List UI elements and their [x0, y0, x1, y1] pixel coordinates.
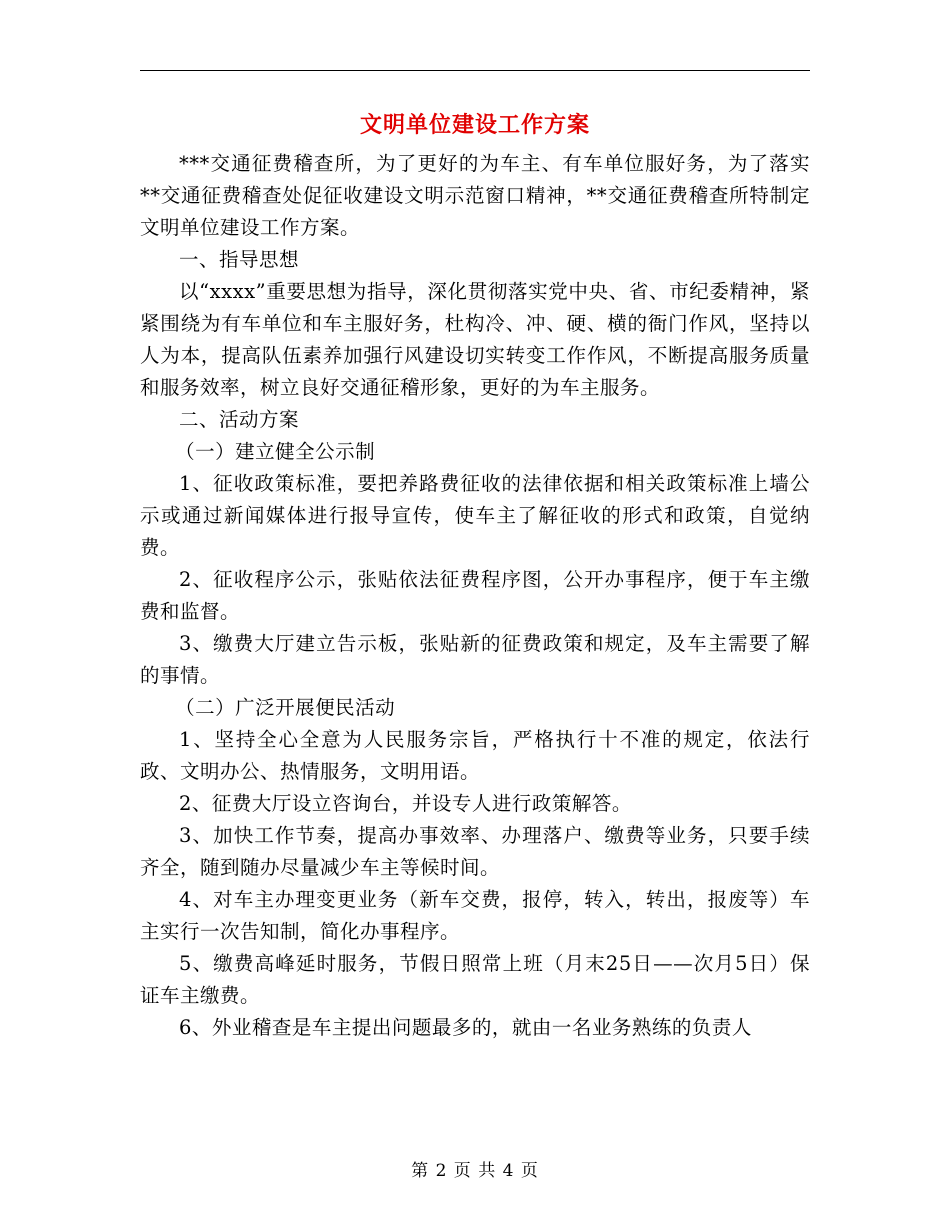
- header-rule: [140, 70, 810, 71]
- document-title: 文明单位建设工作方案: [359, 112, 590, 138]
- intro-paragraph: ***交通征费稽查所，为了更好的为车主、有车单位服好务，为了落实**交通征费稽查处促征收建设文明示范窗口精神，**交通征费稽查所特制定文明单位建设工作方案。: [140, 152, 810, 239]
- publicity-item-2: 2、征收程序公示，张贴依法征费程序图，公开办事程序，便于车主缴费和监督。: [140, 568, 810, 623]
- publicity-item-1: 1、征收政策标准，要把养路费征收的法律依据和相关政策标准上墙公示或通过新闻媒体进行报导宣传，使车主了解征收的形式和政策，自觉纳费。: [140, 472, 810, 559]
- section-heading-guiding-thought: 一、指导思想: [179, 248, 300, 271]
- convenience-item-6: 6、外业稽查是车主提出问题最多的，就由一名业务熟练的负责人: [179, 1016, 752, 1039]
- guiding-thought-paragraph: 以“xxxx”重要思想为指导，深化贯彻落实党中央、省、市纪委精神，紧紧围绕为有车单位和车主服好务，杜构冷、冲、硬、横的衙门作风，坚持以人为本，提高队伍素养加强行风建设切实转变工作作风，不断提高服务质量和服务效率，树立良好交通征稽形象，更好的为车主服务。: [140, 280, 810, 399]
- page-number: 第 2 页 共 4 页: [411, 1161, 539, 1181]
- subsection-heading-publicity: （一）建立健全公示制: [175, 440, 376, 463]
- subsection-heading-convenience: （二）广泛开展便民活动: [175, 696, 396, 719]
- convenience-item-1: 1、坚持全心全意为人民服务宗旨，严格执行十不准的规定，依法行政、文明办公、热情服务，文明用语。: [140, 728, 810, 783]
- section-heading-activity-plan: 二、活动方案: [179, 408, 300, 431]
- convenience-item-2: 2、征费大厅设立咨询台，并设专人进行政策解答。: [179, 792, 632, 815]
- convenience-item-5: 5、缴费高峰延时服务，节假日照常上班（月末25日——次月5日）保证车主缴费。: [140, 952, 810, 1007]
- convenience-item-4: 4、对车主办理变更业务（新车交费，报停，转入，转出，报废等）车主实行一次告知制，简化办事程序。: [140, 888, 810, 943]
- convenience-item-3: 3、加快工作节奏，提高办事效率、办理落户、缴费等业务，只要手续齐全，随到随办尽量减少车主等候时间。: [140, 824, 810, 879]
- document-body: [140, 148, 810, 1044]
- publicity-item-3: 3、缴费大厅建立告示板，张贴新的征费政策和规定，及车主需要了解的事情。: [140, 632, 810, 687]
